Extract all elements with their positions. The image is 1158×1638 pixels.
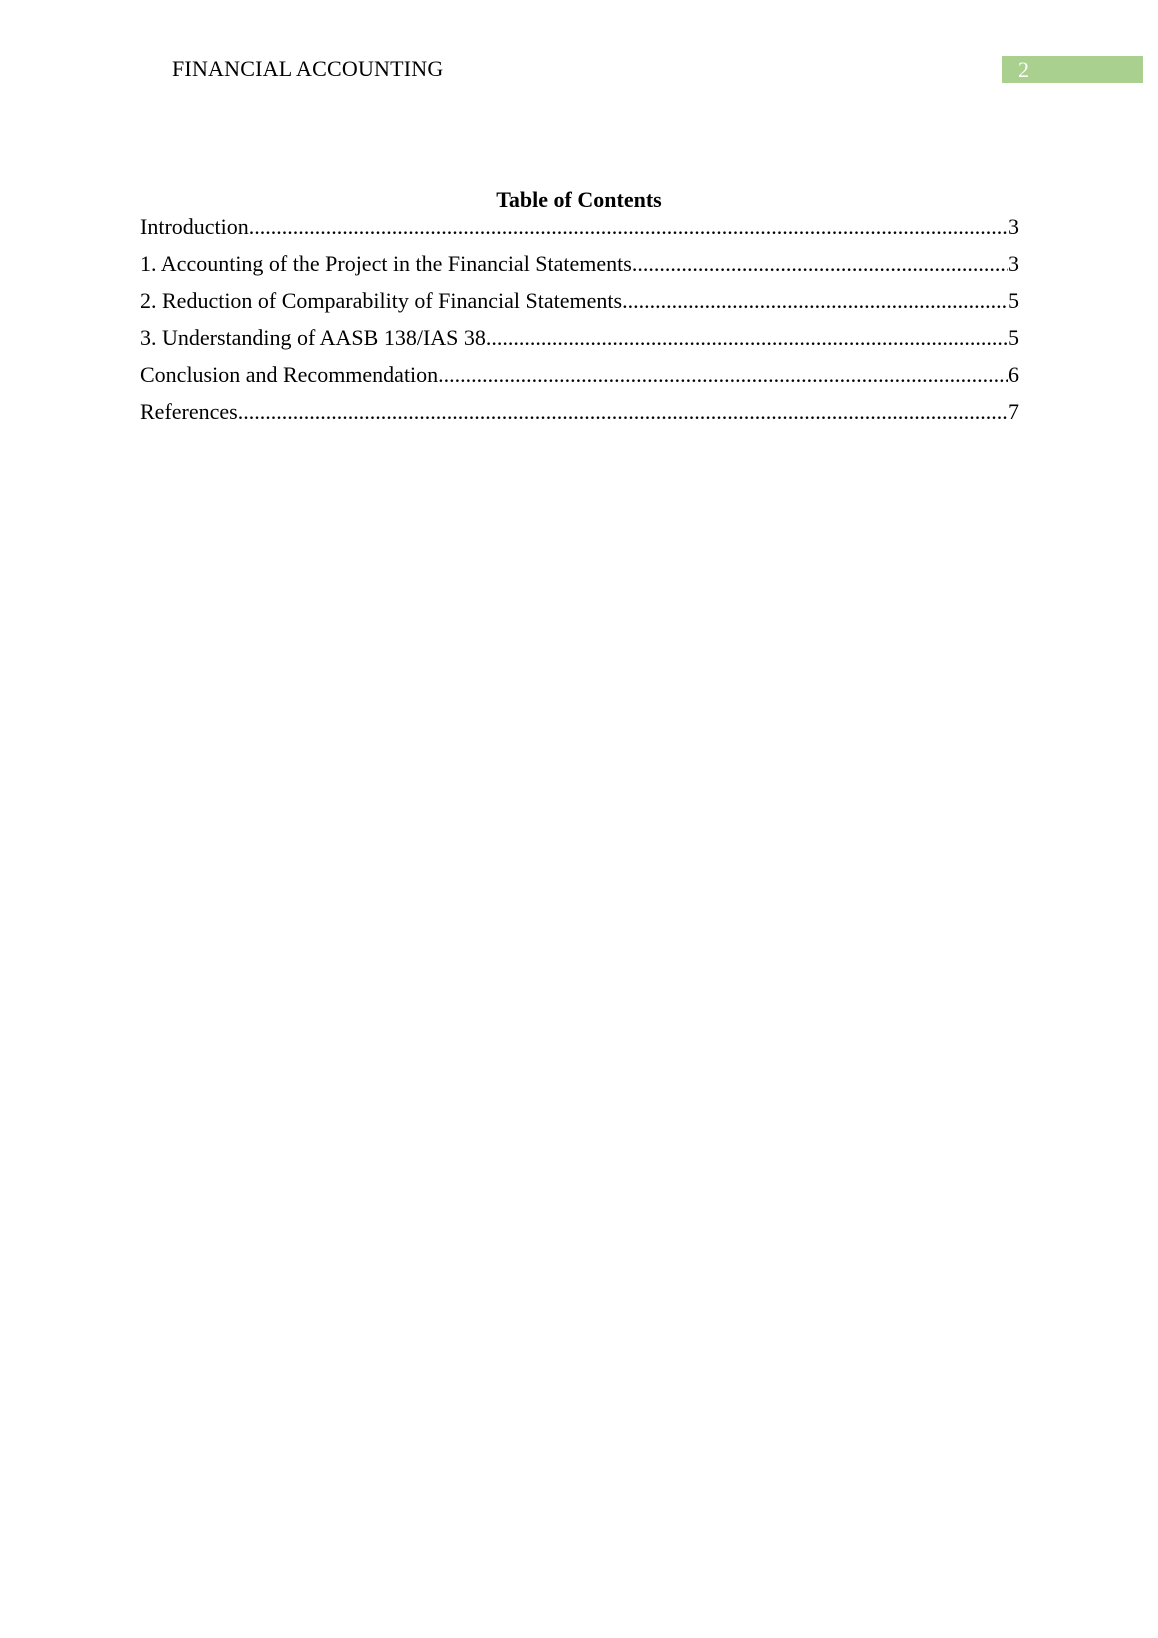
toc-entry-references[interactable] bbox=[140, 398, 1019, 435]
toc-dot-leader bbox=[632, 250, 1008, 278]
page-number-badge bbox=[1002, 56, 1143, 83]
toc-dot-leader bbox=[486, 324, 1008, 352]
toc-entry-label: 2. Reduction of Comparability of Financial Statements bbox=[140, 288, 623, 313]
toc-entry-page-number: 3 bbox=[1008, 214, 1019, 239]
toc-entry-label: 1. Accounting of the Project in the Financial Statements bbox=[140, 251, 632, 276]
toc-entry-conclusion[interactable] bbox=[140, 361, 1019, 398]
page-number: 2 bbox=[1018, 57, 1029, 82]
toc-entry-page-number: 7 bbox=[1008, 399, 1019, 424]
toc-entry-reduction-of-comparability[interactable] bbox=[140, 287, 1019, 324]
toc-entry-page-number: 5 bbox=[1008, 325, 1019, 350]
toc-entry-label: Conclusion and Recommendation bbox=[140, 362, 439, 387]
toc-dot-leader bbox=[238, 398, 1008, 426]
toc-entry-page-number: 6 bbox=[1008, 362, 1019, 387]
toc-dot-leader bbox=[438, 361, 1008, 389]
toc-dot-leader bbox=[622, 287, 1008, 315]
toc-entry-introduction[interactable] bbox=[140, 213, 1019, 250]
toc-entry-label: Introduction bbox=[140, 214, 249, 239]
toc-dot-leader bbox=[249, 213, 1008, 241]
toc-entry-label: References bbox=[140, 399, 238, 424]
table-of-contents bbox=[140, 213, 1019, 435]
toc-entry-understanding-aasb-138[interactable] bbox=[140, 324, 1019, 361]
toc-entry-accounting-of-project[interactable] bbox=[140, 250, 1019, 287]
toc-entry-page-number: 5 bbox=[1008, 288, 1019, 313]
running-header-title: FINANCIAL ACCOUNTING bbox=[172, 56, 444, 81]
toc-heading: Table of Contents bbox=[496, 187, 662, 212]
toc-entry-label: 3. Understanding of AASB 138/IAS 38 bbox=[140, 325, 486, 350]
toc-entry-page-number: 3 bbox=[1008, 251, 1019, 276]
